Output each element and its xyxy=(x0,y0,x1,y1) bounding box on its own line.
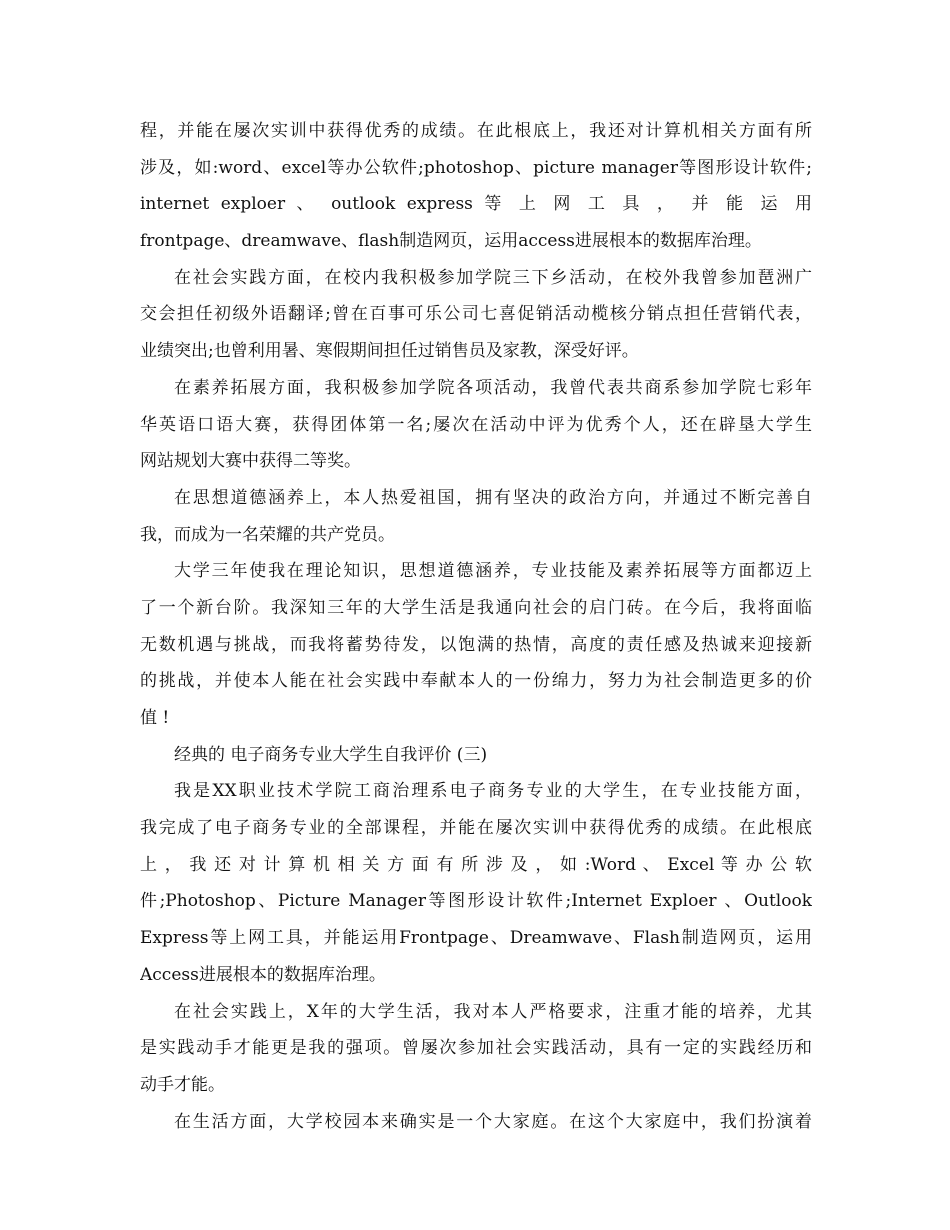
text-line: 动手才能。 xyxy=(140,1074,225,1095)
text-line: 我是XX职业技术学院工商治理系电子商务专业的大学生，在专业技能方面， xyxy=(174,781,812,802)
text-line: Express等上网工具，并能运用Frontpage、Dreamwave、Flash制造网页，运用 xyxy=(140,928,812,949)
text-line: 网站规划大赛中获得二等奖。 xyxy=(140,451,361,472)
text-line: frontpage、dreamwave、flash制造网页，运用access进展根本的数据库治理。 xyxy=(140,231,762,252)
text-line: 程，并能在屡次实训中获得优秀的成绩。在此根底上，我还对计算机相关方面有所 xyxy=(140,121,812,141)
text-line: 了一个新台阶。我深知三年的大学生活是我通向社会的启门砖。在今后，我将面临 xyxy=(140,597,812,618)
text-line: 在社会实践上，X年的大学生活，我对本人严格要求，注重才能的培养，尤其 xyxy=(174,1001,812,1022)
text-line: 经典的 电子商务专业大学生自我评价 (三) xyxy=(174,744,488,765)
text-line: 在生活方面，大学校园本来确实是一个大家庭。在这个大家庭中，我们扮演着 xyxy=(174,1111,812,1132)
text-line: 我，而成为一名荣耀的共产党员。 xyxy=(140,524,395,545)
text-line: 涉及，如:word、excel等办公软件;photoshop、picture manager等图形设计软件; xyxy=(140,157,812,178)
text-line: Access进展根本的数据库治理。 xyxy=(140,964,386,985)
text-line: 大学三年使我在理论知识，思想道德涵养，专业技能及素养拓展等方面都迈上 xyxy=(174,561,812,582)
text-line: 交会担任初级外语翻译;曾在百事可乐公司七喜促销活动榄核分销点担任营销代表， xyxy=(140,304,812,325)
text-line: 在思想道德涵养上，本人热爱祖国，拥有坚决的政治方向，并通过不断完善自 xyxy=(174,487,812,508)
text-line: 是实践动手才能更是我的强项。曾屡次参加社会实践活动，具有一定的实践经历和 xyxy=(140,1038,812,1059)
text-line: 华英语口语大赛，获得团体第一名;屡次在活动中评为优秀个人，还在辟垦大学生 xyxy=(140,414,812,435)
document-body xyxy=(140,113,812,1140)
text-line: 无数机遇与挑战，而我将蓄势待发，以饱满的热情，高度的责任感及热诚来迎接新 xyxy=(140,634,812,655)
text-line: 值 ! xyxy=(140,708,170,728)
text-line: 件;Photoshop、Picture Manager等图形设计软件;Internet Exploer 、Outlook xyxy=(140,891,812,912)
text-line: 的挑战，并使本人能在社会实践中奉献本人的一份绵力，努力为社会制造更多的价 xyxy=(140,671,812,692)
text-line: 在社会实践方面，在校内我积极参加学院三下乡活动，在校外我曾参加琶洲广 xyxy=(174,267,812,288)
text-line: internet exploer 、 outlook express 等 上 网 工 具 ， 并 能 运 用 xyxy=(140,194,812,215)
text-line: 我完成了电子商务专业的全部课程，并能在屡次实训中获得优秀的成绩。在此根底 xyxy=(140,818,812,839)
text-line: 在素养拓展方面，我积极参加学院各项活动，我曾代表共商系参加学院七彩年 xyxy=(174,377,812,398)
text-line: 上 ， 我 还 对 计 算 机 相 关 方 面 有 所 涉 及 ， 如 :Word 、 Excel 等 办 公 软 xyxy=(140,854,812,875)
text-line: 业绩突出;也曾利用暑、寒假期间担任过销售员及家教，深受好评。 xyxy=(140,341,639,362)
